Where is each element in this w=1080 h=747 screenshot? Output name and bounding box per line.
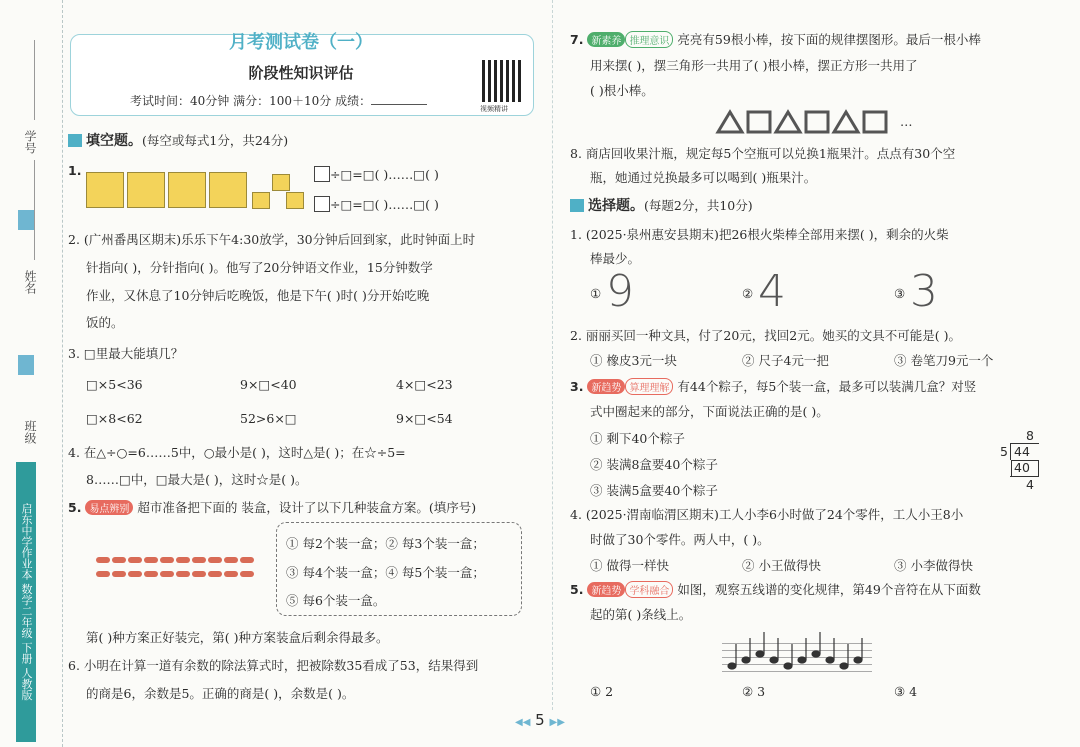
q7-tag-1: 新素养 (587, 32, 625, 47)
c3-text-1: 有44个粽子，每5个装一盒，最多可以装满几盒？对竖 (677, 379, 977, 394)
c5-line-2: 起的第( )条线上。 (590, 607, 692, 622)
c4-line-1: 4. (2025·渭南临渭区期末)工人小李6小时做了24个零件，工人小王8小 (570, 507, 964, 522)
c1-line-2: 棒最少。 (590, 251, 641, 266)
sausage (112, 557, 126, 563)
q5-tag: 易点辨别 (85, 500, 133, 515)
page-divider (552, 0, 554, 710)
c4-option-2[interactable]: ② 小王做得快 (742, 558, 821, 573)
q1-equation-2 (314, 196, 439, 212)
cube-small (272, 174, 290, 191)
cube-block (209, 172, 247, 208)
section-choice (570, 195, 753, 215)
square-shape (748, 112, 770, 132)
c4-option-3[interactable]: ③ 小李做得快 (894, 558, 973, 573)
c2-option-3[interactable]: ③ 卷笔刀9元一个 (894, 353, 994, 368)
q3-r1c1: □×5<36 (86, 377, 143, 392)
cube-small (286, 192, 304, 209)
sausage (144, 571, 158, 577)
q2-line-3: 作业，又休息了10分钟后吃晚饭，他是下午( )时( )分开始吃晚 (86, 288, 430, 303)
q7-number: 7. (570, 32, 584, 47)
brand-strip: 启东中学作业本 数学二年级 下册 人教版 (16, 462, 36, 742)
name-line (34, 160, 35, 260)
q3-r1c2: 9×□<40 (240, 377, 297, 392)
c5-tag-1: 新趋势 (587, 582, 625, 597)
sausage (144, 557, 158, 563)
q6-line-1: 6. 小明在计算一道有余数的除法算式时，把被除数35看成了53，结果得到 (68, 658, 479, 673)
q7-tag-2: 推理意识 (625, 31, 673, 48)
cube-small (252, 192, 270, 209)
sausage (176, 557, 190, 563)
section-note: (每空或每式1分，共24分) (142, 133, 289, 148)
matchstick-digit-1: 9 (606, 266, 634, 317)
sausage (96, 571, 110, 577)
c4-option-1[interactable]: ① 做得一样快 (590, 558, 669, 573)
c1-option-2[interactable]: ② (742, 286, 754, 301)
sausage (128, 557, 142, 563)
margin-tab-2 (18, 355, 34, 375)
sausage (96, 557, 110, 563)
c1-option-3[interactable]: ③ (894, 286, 906, 301)
c1-option-1[interactable]: ① (590, 286, 602, 301)
page-footer (515, 711, 565, 729)
triangle-shape (776, 112, 800, 132)
q4-line-2: 8……□中，□最大是( )，这时☆是( )。 (86, 472, 308, 487)
plan-line-3: ⑤ 每6个装一盒。 (286, 593, 386, 608)
cube-block (127, 172, 165, 208)
q2-line-1: 2. (广州番禺区期末)乐乐下午4:30放学，30分钟后回到家，此时钟面上时 (68, 232, 476, 247)
exam-info (130, 92, 427, 109)
sausage (160, 571, 174, 577)
q2-line-4: 饭的。 (86, 315, 124, 330)
note-head (742, 657, 750, 663)
qr-code[interactable] (482, 60, 524, 102)
sausage (192, 557, 206, 563)
sausage (208, 557, 222, 563)
stick-pattern (714, 108, 914, 136)
note-head (812, 651, 820, 657)
q5-line (68, 498, 476, 516)
q8-line-1: 8. 商店回收果汁瓶，规定每5个空瓶可以兑换1瓶果汁。点点有30个空 (570, 146, 956, 161)
sausage (224, 571, 238, 577)
q1-equation-1 (314, 166, 439, 182)
cube-block (86, 172, 124, 208)
sausage (192, 571, 206, 577)
division-remainder: 4 (1026, 477, 1034, 492)
sausage (224, 557, 238, 563)
q6-line-2: 的商是6，余数是5。正确的商是( )，余数是( )。 (86, 686, 355, 701)
qr-caption: 视频精讲 (480, 105, 508, 113)
c5-option-1[interactable]: ① 2 (590, 684, 614, 699)
pattern-ellipsis: … (900, 114, 913, 129)
c3-tag-1: 新趋势 (587, 379, 625, 394)
c3-option-3[interactable]: ③ 装满5盒要40个粽子 (590, 483, 718, 498)
c5-option-3[interactable]: ③ 4 (894, 684, 918, 699)
triangle-shape (718, 112, 742, 132)
note-head (826, 657, 834, 663)
score-blank (371, 104, 427, 105)
student-id-line (34, 40, 35, 120)
c1-line-1: 1. (2025·泉州惠安县期末)把26根火柴棒全部用来摆( )，剩余的火柴 (570, 227, 949, 242)
division-divisor: 5 (1000, 444, 1008, 459)
c2-option-2[interactable]: ② 尺子4元一把 (742, 353, 829, 368)
division-dividend: 44 (1014, 444, 1030, 459)
q3-r2c1: □×8<62 (86, 411, 143, 426)
note-head (728, 663, 736, 669)
c5-text-1: 如图，观察五线谱的变化规律，第49个音符在从下面数 (677, 582, 981, 597)
square-shape (864, 112, 886, 132)
c2-line-1: 2. 丽丽买回一种文具，付了20元，找回2元。她买的文具不可能是( )。 (570, 328, 961, 343)
cube-block (168, 172, 206, 208)
c3-number: 3. (570, 379, 584, 394)
c3-tag-2: 算理理解 (625, 378, 673, 395)
answer-box[interactable] (314, 166, 330, 182)
c5-line-1 (570, 580, 981, 598)
note-head (784, 663, 792, 669)
student-id-label: 学号 (23, 130, 37, 154)
sausage (240, 557, 254, 563)
matchstick-digit-3: 3 (910, 266, 938, 317)
sausage (160, 557, 174, 563)
q7-line-3: ( )根小棒。 (590, 83, 654, 98)
section-icon (570, 199, 584, 212)
q7-text-1: 亮亮有59根小棒，按下面的规律摆图形。最后一根小棒 (677, 32, 981, 47)
q3-r2c2: 52>6×□ (240, 411, 297, 426)
q8-line-2: 瓶，她通过兑换最多可以喝到( )瓶果汁。 (590, 170, 817, 185)
triangle-shape (834, 112, 858, 132)
q5-number: 5. (68, 500, 82, 515)
q7-line-1 (570, 30, 981, 48)
next-arrow-icon[interactable]: ▶▶ (549, 717, 565, 728)
q4-line-1: 4. 在△÷○=6……5中，○最小是( )，这时△是( )；在☆÷5= (68, 445, 406, 460)
plan-line-2: ③ 每4个装一盒；④ 每5个装一盒； (286, 565, 485, 580)
q5-answer: 第( )种方案正好装完，第( )种方案装盒后剩余得最多。 (86, 630, 389, 645)
note-head (770, 657, 778, 663)
note-head (798, 657, 806, 663)
q7-line-2: 用来摆( )，摆三角形一共用了( )根小棒，摆正方形一共用了 (590, 58, 918, 73)
prev-arrow-icon[interactable]: ◀◀ (515, 717, 531, 728)
sausage (208, 571, 222, 577)
name-label: 姓名 (23, 270, 37, 294)
exam-title: 月考测试卷（一） (229, 32, 373, 53)
c4-line-2: 时做了30个零件。两人中，( )。 (590, 532, 770, 547)
page-number: 5 (535, 711, 545, 729)
exam-subtitle: 阶段性知识评估 (248, 64, 354, 82)
note-head (840, 663, 848, 669)
q2-line-2: 针指向( )，分针指向( )。他写了20分钟语文作业，15分钟数学 (86, 260, 433, 275)
c5-tag-2: 学科融合 (625, 581, 673, 598)
section-icon (68, 134, 82, 147)
margin-tab (18, 210, 34, 230)
note-head (756, 651, 764, 657)
q3-r1c3: 4×□<23 (396, 377, 453, 392)
plan-line-1: ① 每2个装一盒；② 每3个装一盒； (286, 536, 485, 551)
sausage (112, 571, 126, 577)
sausage (240, 571, 254, 577)
q5-text: 超市准备把下面的 装盒，设计了以下几种装盒方案。(填序号) (137, 500, 477, 515)
c3-line-1 (570, 377, 976, 395)
sausage (128, 571, 142, 577)
sausage (176, 571, 190, 577)
q1-number: 1. (68, 163, 82, 178)
answer-box[interactable] (314, 196, 330, 212)
music-notes (722, 630, 882, 676)
matchstick-digit-2: 4 (758, 266, 786, 317)
division-product: 40 (1014, 460, 1030, 475)
q3-heading: 3. □里最大能填几？ (68, 346, 184, 361)
square-shape (806, 112, 828, 132)
c5-number: 5. (570, 582, 584, 597)
section-title: 选择题。 (588, 198, 644, 214)
c2-option-1[interactable]: ① 橡皮3元一块 (590, 353, 677, 368)
q1-eq2-text: ÷□=□( )……□( ) (330, 197, 439, 212)
q3-r2c3: 9×□<54 (396, 411, 453, 426)
section-fill-in (68, 130, 288, 150)
exam-info-text: 考试时间：40分钟 满分：100＋10分 成绩： (130, 94, 372, 108)
note-head (854, 657, 862, 663)
c3-option-1[interactable]: ① 剩下40个粽子 (590, 431, 685, 446)
c3-option-2[interactable]: ② 装满8盒要40个粽子 (590, 457, 718, 472)
division-quotient: 8 (1026, 428, 1034, 443)
section-note: (每题2分，共10分) (644, 198, 753, 213)
section-title: 填空题。 (86, 133, 142, 149)
c3-line-2: 式中圈起来的部分，下面说法正确的是( )。 (590, 404, 829, 419)
class-label: 班级 (23, 420, 37, 444)
c5-option-2[interactable]: ② 3 (742, 684, 766, 699)
q1-eq1-text: ÷□=□( )……□( ) (330, 167, 439, 182)
